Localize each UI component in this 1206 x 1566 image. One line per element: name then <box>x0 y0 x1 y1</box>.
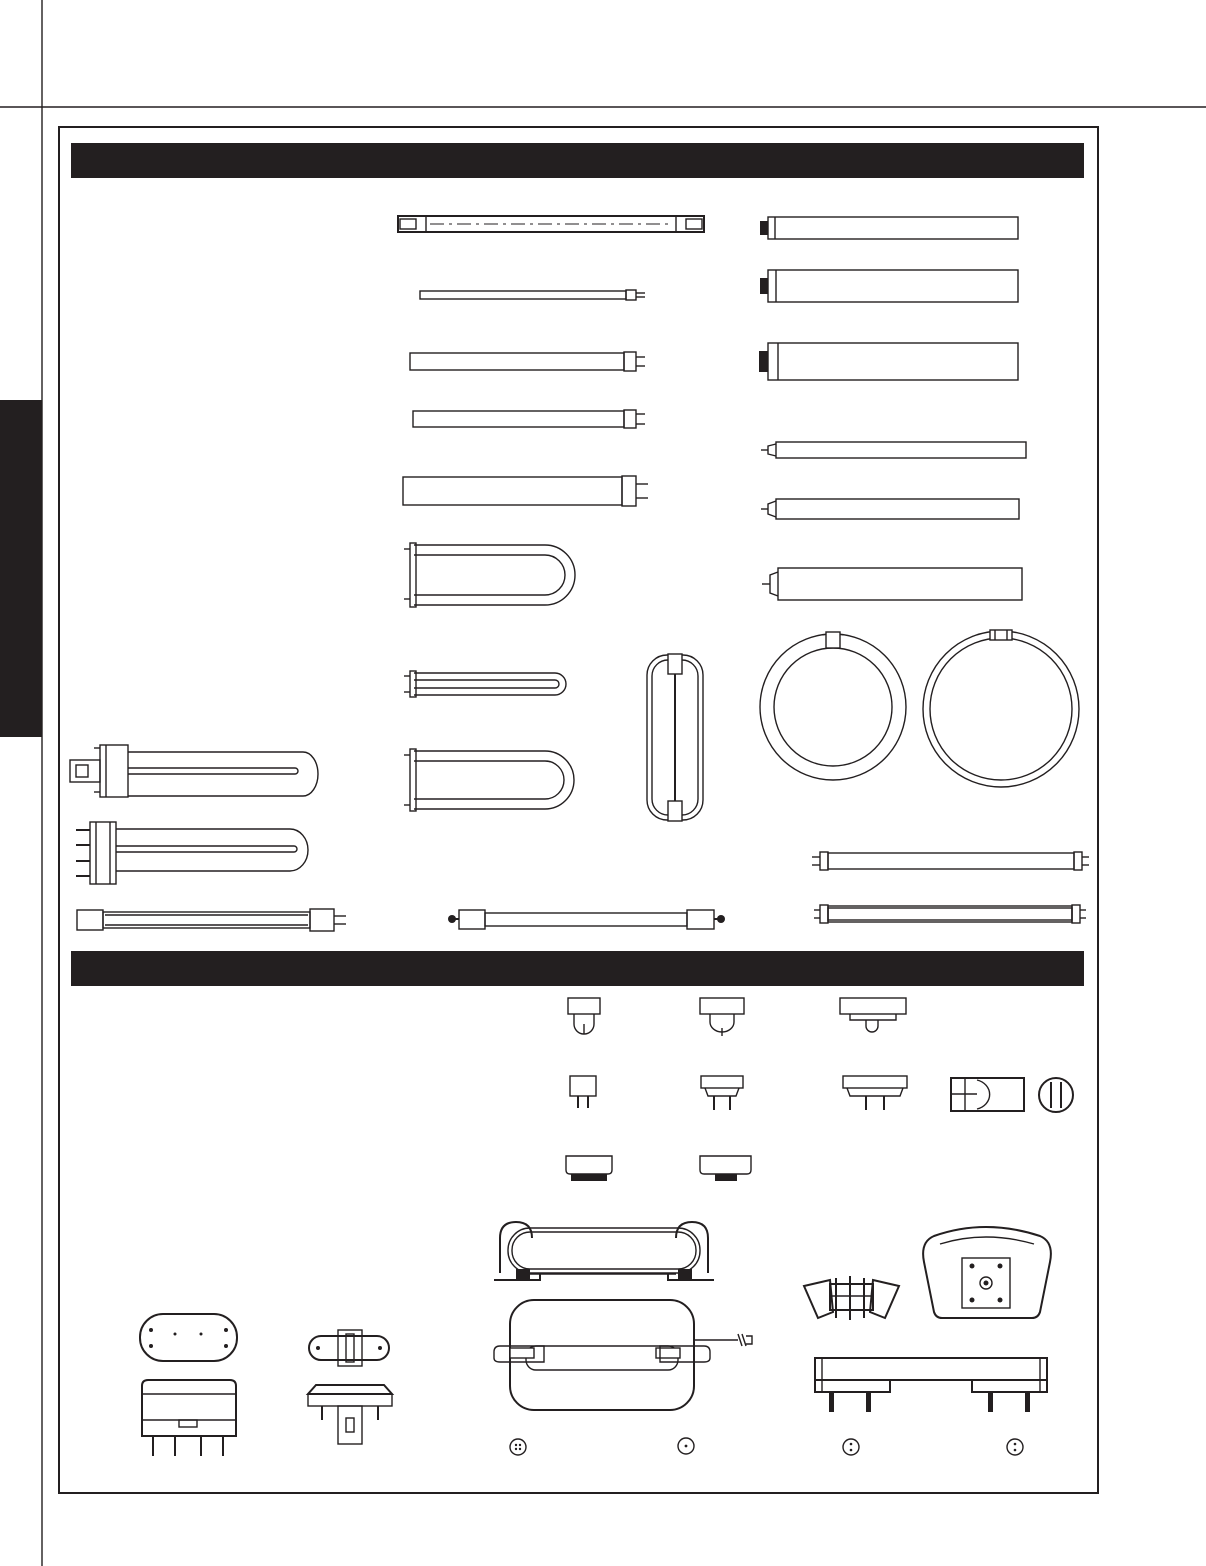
linear-lamp-double-ended-dashed <box>398 216 704 232</box>
recessed-dc-base-a <box>566 1156 612 1181</box>
bipin-miniature-lamp <box>77 909 346 931</box>
4-pin-base-top <box>923 1227 1051 1318</box>
u-bent-lamp-wide <box>404 749 574 811</box>
t8-lamp-a <box>410 352 645 371</box>
bipin-base-b <box>701 1076 743 1110</box>
shielded-lamp-assembly <box>494 1300 752 1455</box>
g23-side <box>308 1385 392 1444</box>
section-thumb-tab <box>0 400 42 737</box>
bases-section <box>140 998 1073 1456</box>
compact-2-pin-lamp <box>70 745 318 797</box>
lamp-with-clips <box>448 910 725 929</box>
u-bent-lamp-small <box>404 671 566 697</box>
4-pin-base-detail <box>804 1276 899 1320</box>
high-output-lamp-a <box>812 852 1089 870</box>
t12-lamp <box>403 476 648 506</box>
single-pin-lamp-c <box>762 568 1022 600</box>
end-cap-end <box>1039 1078 1073 1112</box>
bipin-base-a <box>570 1076 596 1108</box>
lamps-section-header-bar <box>71 143 1084 178</box>
t8-lamp-b <box>413 410 645 428</box>
recessed-dc-lamp-b <box>760 270 1018 302</box>
single-pin-base-c <box>840 998 906 1032</box>
circline-lamp-b <box>923 630 1079 787</box>
end-cap-side <box>951 1078 1024 1111</box>
circline-lamp-a <box>760 632 906 780</box>
bipin-base-c <box>843 1076 907 1110</box>
recessed-dc-base-b <box>700 1156 751 1181</box>
enclosed-shielded-lamp <box>647 654 703 821</box>
bases-section-header-bar <box>71 951 1084 986</box>
single-pin-base-a <box>568 998 600 1034</box>
single-pin-lamp-b <box>761 499 1019 519</box>
lamps-section <box>70 216 1089 931</box>
g23-top <box>309 1330 389 1366</box>
plug-connector <box>815 1358 1047 1455</box>
recessed-dc-lamp-a <box>760 217 1018 239</box>
u-bent-lamp-large <box>404 543 575 607</box>
content-frame <box>59 127 1098 1493</box>
lamp-holder-clip <box>494 1222 714 1280</box>
t5-miniature-lamp <box>420 290 645 300</box>
compact-4-pin-lamp <box>76 822 308 884</box>
recessed-dc-lamp-c <box>759 343 1018 380</box>
single-pin-base-b <box>700 998 744 1036</box>
high-output-lamp-b <box>814 905 1086 923</box>
single-pin-lamp-a <box>761 442 1026 458</box>
2g11-top <box>140 1314 237 1361</box>
2g11-side <box>142 1380 236 1456</box>
